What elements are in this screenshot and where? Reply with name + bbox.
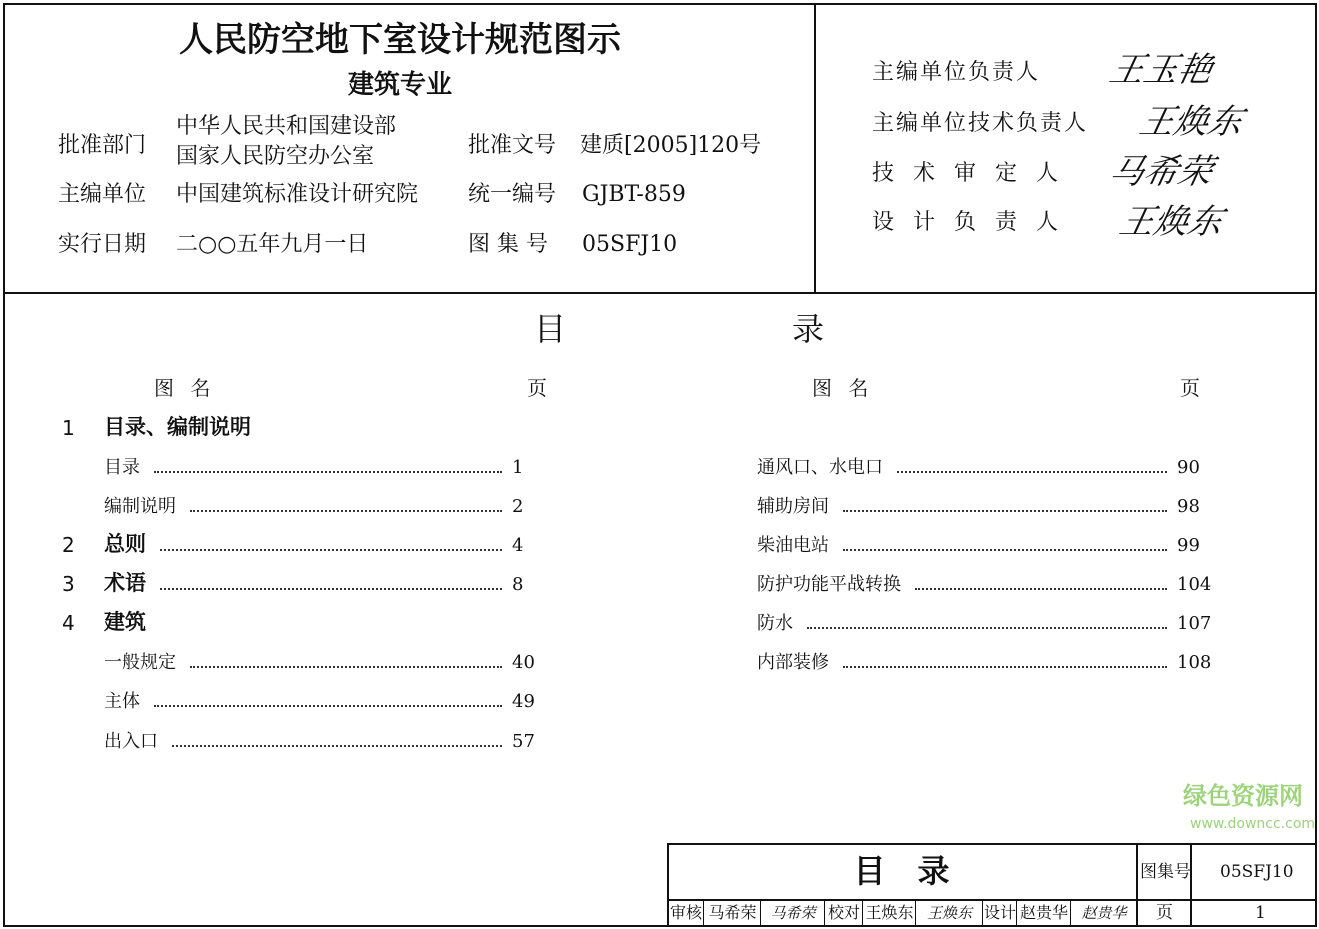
signature: 马希荣 xyxy=(1105,152,1217,192)
field-value: 国家人民防空办公室 xyxy=(176,144,375,169)
signature: 王焕东 xyxy=(915,900,983,926)
toc-entry-page: 98 xyxy=(1177,496,1200,518)
page-value: 1 xyxy=(1255,903,1266,923)
toc-entry[interactable] xyxy=(757,531,1217,557)
header-divider xyxy=(3,292,1315,294)
toc-heading: 目 xyxy=(534,310,567,348)
watermark: 绿色资源网 xyxy=(1183,782,1303,810)
dot-leader xyxy=(172,745,502,747)
dot-leader xyxy=(807,627,1167,629)
watermark-url: www.downcc.com xyxy=(1190,816,1316,832)
dot-leader xyxy=(843,510,1167,512)
toc-entry-page: 99 xyxy=(1177,535,1200,557)
toc-entry[interactable] xyxy=(62,648,552,674)
toc-entry-page: 49 xyxy=(512,691,535,713)
toc-entry-number: 3 xyxy=(62,572,75,596)
signature: 马希荣 xyxy=(760,900,825,926)
toc-entry-title: 辅助房间 xyxy=(757,496,829,518)
title-block-title: 目 录 xyxy=(853,852,950,890)
field-value: 二○○五年九月一日 xyxy=(176,232,369,257)
toc-entry-title: 主体 xyxy=(104,691,140,713)
toc-entry-title: 总则 xyxy=(104,531,146,556)
toc-entry-page: 90 xyxy=(1177,457,1200,479)
title-block-divider xyxy=(1190,843,1192,925)
toc-entry-title: 柴油电站 xyxy=(757,535,829,557)
dot-leader xyxy=(160,588,502,590)
person-name: 赵贵华 xyxy=(1016,900,1071,926)
signature: 王玉艳 xyxy=(1105,50,1217,90)
column-header-page: 页 xyxy=(1180,376,1200,400)
toc-entry-title: 防水 xyxy=(757,613,793,635)
signature: 王焕东 xyxy=(1115,202,1227,242)
toc-entry-title: 一般规定 xyxy=(104,652,176,674)
toc-entry-page: 107 xyxy=(1177,613,1212,635)
field-label: 图 集 号 xyxy=(468,232,548,257)
field-label: 实行日期 xyxy=(58,232,147,257)
toc-entry-page: 108 xyxy=(1177,652,1212,674)
dot-leader xyxy=(190,666,502,668)
dot-leader xyxy=(160,549,502,551)
toc-entry[interactable] xyxy=(62,453,552,479)
toc-entry-title: 通风口、水电口 xyxy=(757,457,883,479)
dot-leader xyxy=(154,705,502,707)
toc-entry[interactable] xyxy=(62,531,552,557)
field-value: 建质[2005]120号 xyxy=(580,133,762,158)
signature: 王焕东 xyxy=(1135,102,1247,142)
atlas-label: 图集号 xyxy=(1140,862,1191,882)
signature: 赵贵华 xyxy=(1070,900,1137,926)
toc-entry[interactable] xyxy=(62,609,552,635)
column-header-name: 图 名 xyxy=(812,376,869,400)
field-label: 主编单位 xyxy=(58,182,147,207)
toc-entry-title: 目录 xyxy=(104,457,140,479)
toc-entry[interactable] xyxy=(62,492,552,518)
dot-leader xyxy=(154,471,502,473)
signatory-role: 主编单位技术负责人 xyxy=(872,111,1089,136)
toc-entry[interactable] xyxy=(757,570,1217,596)
dot-leader xyxy=(843,549,1167,551)
toc-entry-title: 出入口 xyxy=(104,731,158,753)
toc-entry-number: 1 xyxy=(62,416,75,440)
header-vertical-divider xyxy=(814,3,816,293)
atlas-value: 05SFJ10 xyxy=(1220,862,1294,882)
field-value: GJBT-859 xyxy=(582,182,686,207)
role-label: 校对 xyxy=(824,900,863,926)
signatory-role: 主编单位负责人 xyxy=(872,60,1041,85)
toc-entry-page: 40 xyxy=(512,652,535,674)
toc-entry[interactable] xyxy=(62,570,552,596)
person-name: 王焕东 xyxy=(862,900,916,926)
page-label: 页 xyxy=(1156,903,1173,923)
toc-entry-page: 104 xyxy=(1177,574,1212,596)
toc-entry[interactable] xyxy=(62,727,552,753)
toc-entry-number: 4 xyxy=(62,611,75,635)
toc-entry-title: 编制说明 xyxy=(104,496,176,518)
document-title: 人民防空地下室设计规范图示 xyxy=(179,20,621,60)
role-label: 设计 xyxy=(982,900,1017,926)
field-label: 统一编号 xyxy=(468,182,557,207)
document-subtitle: 建筑专业 xyxy=(347,70,452,100)
field-value: 中国建筑标准设计研究院 xyxy=(176,182,419,207)
dot-leader xyxy=(915,588,1167,590)
toc-entry-number: 2 xyxy=(62,533,75,557)
toc-heading: 录 xyxy=(792,310,825,348)
dot-leader xyxy=(843,666,1167,668)
toc-entry-title: 目录、编制说明 xyxy=(104,414,251,439)
toc-entry-title: 防护功能平战转换 xyxy=(757,574,901,596)
signatory-role: 设 计 负 责 人 xyxy=(872,210,1064,235)
toc-entry-title: 内部装修 xyxy=(757,652,829,674)
dot-leader xyxy=(897,471,1167,473)
column-header-page: 页 xyxy=(527,376,547,400)
dot-leader xyxy=(190,510,502,512)
toc-entry-page: 4 xyxy=(512,535,524,557)
field-value: 中华人民共和国建设部 xyxy=(176,114,397,139)
field-label: 批准部门 xyxy=(58,133,147,158)
toc-entry-page: 1 xyxy=(512,457,524,479)
toc-entry-page: 57 xyxy=(512,731,535,753)
field-value: 05SFJ10 xyxy=(582,232,678,257)
toc-entry[interactable] xyxy=(757,453,1217,479)
field-label: 批准文号 xyxy=(468,133,557,158)
toc-entry-page: 2 xyxy=(512,496,524,518)
column-header-name: 图 名 xyxy=(154,376,211,400)
toc-entry[interactable] xyxy=(757,492,1217,518)
person-name: 马希荣 xyxy=(703,900,761,926)
toc-entry[interactable] xyxy=(62,414,552,440)
role-label: 审核 xyxy=(667,900,704,926)
toc-entry[interactable] xyxy=(757,609,1217,635)
toc-entry[interactable] xyxy=(757,648,1217,674)
toc-entry-page: 8 xyxy=(512,574,524,596)
signatory-role: 技 术 审 定 人 xyxy=(872,161,1064,186)
toc-entry-title: 建筑 xyxy=(104,609,146,634)
toc-entry[interactable] xyxy=(62,687,552,713)
toc-entry-title: 术语 xyxy=(104,570,146,595)
